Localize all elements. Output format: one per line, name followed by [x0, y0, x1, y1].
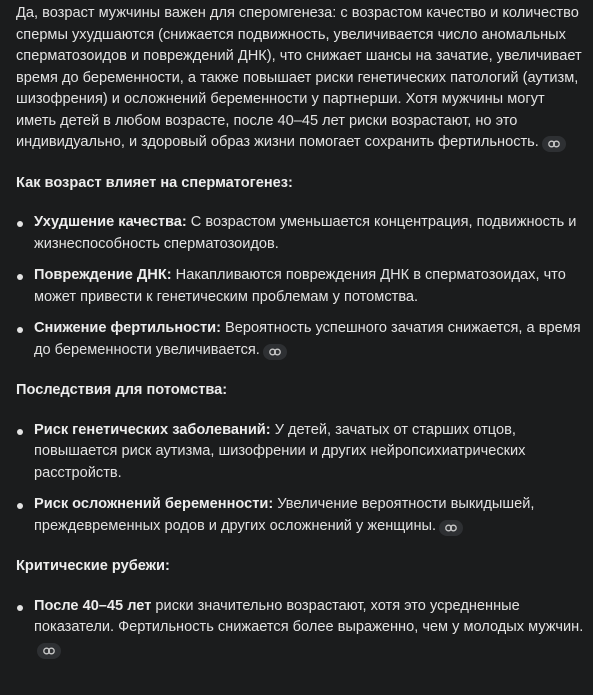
list-item: [16, 420, 588, 485]
list-item-title: Риск генетических заболеваний:: [34, 421, 271, 438]
list-milestones: [16, 596, 588, 661]
intro-paragraph: [16, 3, 588, 154]
list-spermatogenesis: [16, 212, 588, 361]
section-heading-milestones: Критические рубежи:: [16, 558, 170, 574]
list-item-text: Увеличение вероятности выкидышей, преждевременных родов и других осложнений у женщины.: [34, 496, 535, 534]
list-item-text: Вероятность успешного зачатия снижается, а время до беременности увеличивается.: [34, 320, 581, 358]
source-link-button[interactable]: [439, 520, 463, 536]
source-link-button[interactable]: [542, 136, 566, 152]
list-item-title: Повреждение ДНК:: [34, 267, 172, 283]
bullet-icon: [17, 503, 23, 509]
link-icon: [269, 348, 281, 356]
link-icon: [43, 647, 55, 655]
list-item: [16, 494, 588, 537]
list-item: [16, 318, 588, 361]
bullet-icon: [17, 605, 23, 611]
list-item-title: Ухудшение качества:: [34, 214, 187, 230]
list-item-text: Накапливаются повреждения ДНК в сперматозоидах, что может привести к генетическим проблемам у потомства.: [34, 267, 566, 305]
list-item-title: После 40–45 лет: [34, 597, 152, 614]
list-offspring: [16, 420, 588, 538]
bullet-icon: [17, 221, 23, 227]
list-item-title: Снижение фертильности:: [34, 320, 221, 336]
list-item-text: У детей, зачатых от старших отцов, повышается риск аутизма, шизофрении и других нейропсихиатрических расстройств.: [34, 421, 526, 481]
source-link-button[interactable]: [37, 643, 61, 659]
bullet-icon: [17, 429, 23, 435]
intro-text: Да, возраст мужчины важен для сперомгенеза: с возрастом качество и количество спермы ухудшаются (снижается подвижность, увеличивается число аномальных сперматозоидов и повреждений ДНК), что снижает шансы на зачатие, увеличивает время до беременности, а также повышает риски генетических патологий (аутизм, шизофрения) и осложнений беременности у партнерши. Хотя мужчины могут иметь детей в любом возрасте, после 40–45 лет риски возрастают, но это индивидуально, и здоровый образ жизни помогает сохранить фертильность.: [16, 5, 582, 150]
list-item-title: Риск осложнений беременности:: [34, 496, 274, 512]
response-content: [16, 3, 588, 670]
source-link-button[interactable]: [263, 344, 287, 360]
section-heading-spermatogenesis: Как возраст влияет на сперматогенез:: [16, 174, 293, 191]
list-item-text: С возрастом уменьшается концентрация, подвижность и жизнеспособность сперматозоидов.: [34, 214, 577, 252]
list-item: [16, 596, 588, 661]
bullet-icon: [17, 327, 23, 333]
link-icon: [548, 140, 560, 148]
section-heading-offspring: Последствия для потомства:: [16, 382, 228, 398]
bullet-icon: [17, 274, 23, 280]
link-icon: [445, 524, 457, 532]
list-item: [16, 212, 588, 255]
list-item-text: риски значительно возрастают, хотя это усредненные показатели. Фертильность снижается более выраженно, чем у молодых мужчин.: [34, 597, 584, 635]
list-item: [16, 265, 588, 308]
